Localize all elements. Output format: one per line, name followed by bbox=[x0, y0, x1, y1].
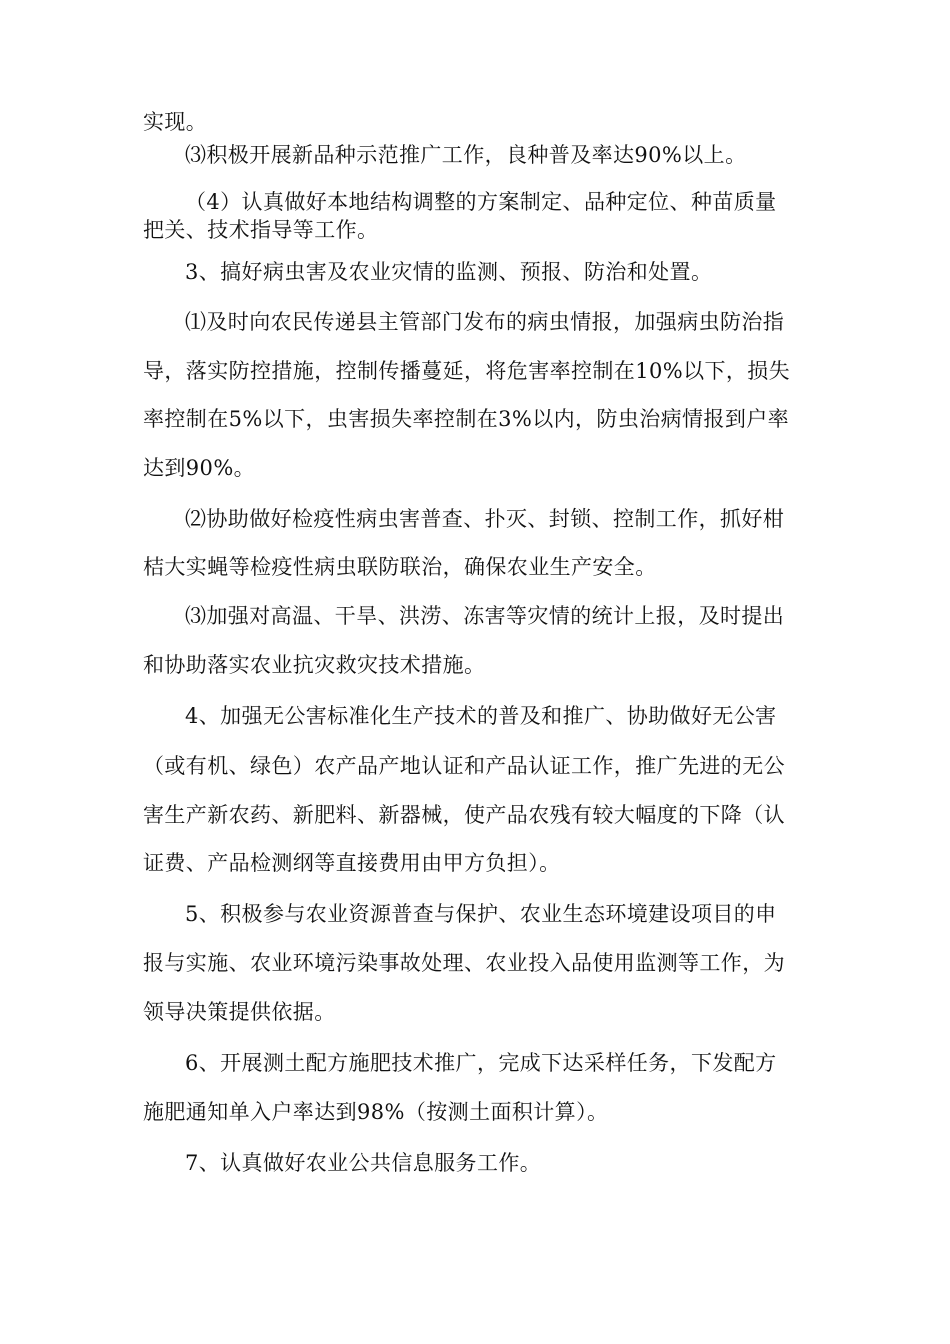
text-line: 把关、技术指导等工作。 bbox=[143, 218, 379, 242]
text-line: （4）认真做好本地结构调整的方案制定、品种定位、种苗质量 bbox=[185, 190, 777, 214]
text-line: 和协助落实农业抗灾救灾技术措施。 bbox=[143, 653, 486, 677]
text-line: 7、认真做好农业公共信息服务工作。 bbox=[185, 1151, 542, 1175]
text-line: 4、加强无公害标准化生产技术的普及和推广、协助做好无公害 bbox=[185, 704, 777, 728]
text-line: ⑴及时向农民传递县主管部门发布的病虫情报，加强病虫防治指 bbox=[185, 310, 785, 334]
text-line: 率控制在5%以下，虫害损失率控制在3%以内，防虫治病情报到户率 bbox=[143, 407, 790, 431]
text-line: 5、积极参与农业资源普查与保护、农业生态环境建设项目的申 bbox=[185, 902, 777, 926]
text-line: （或有机、绿色）农产品产地认证和产品认证工作，推广先进的无公 bbox=[143, 754, 785, 778]
text-line: 领导决策提供依据。 bbox=[143, 1000, 336, 1024]
text-line: 报与实施、农业环境污染事故处理、农业投入品使用监测等工作，为 bbox=[143, 951, 785, 975]
text-line: 桔大实蝇等检疫性病虫联防联治，确保农业生产安全。 bbox=[143, 555, 657, 579]
text-line: 6、开展测土配方施肥技术推广，完成下达采样任务，下发配方 bbox=[185, 1051, 777, 1075]
text-line: 达到90%。 bbox=[143, 456, 256, 480]
text-line: 3、搞好病虫害及农业灾情的监测、预报、防治和处置。 bbox=[185, 260, 713, 284]
text-line: 实现。 bbox=[143, 110, 208, 134]
text-line: ⑶积极开展新品种示范推广工作，良种普及率达90%以上。 bbox=[185, 143, 747, 167]
text-line: ⑶加强对高温、干旱、洪涝、冻害等灾情的统计上报，及时提出 bbox=[185, 604, 785, 628]
text-line: 导，落实防控措施，控制传播蔓延，将危害率控制在10%以下，损失 bbox=[143, 359, 791, 383]
text-line: 施肥通知单入户率达到98%（按测土面积计算）。 bbox=[143, 1100, 609, 1124]
text-line: 证费、产品检测纲等直接费用由甲方负担）。 bbox=[143, 851, 561, 875]
text-line: ⑵协助做好检疫性病虫害普查、扑灭、封锁、控制工作，抓好柑 bbox=[185, 507, 785, 531]
text-line: 害生产新农药、新肥料、新器械，使产品农残有较大幅度的下降（认 bbox=[143, 803, 785, 827]
